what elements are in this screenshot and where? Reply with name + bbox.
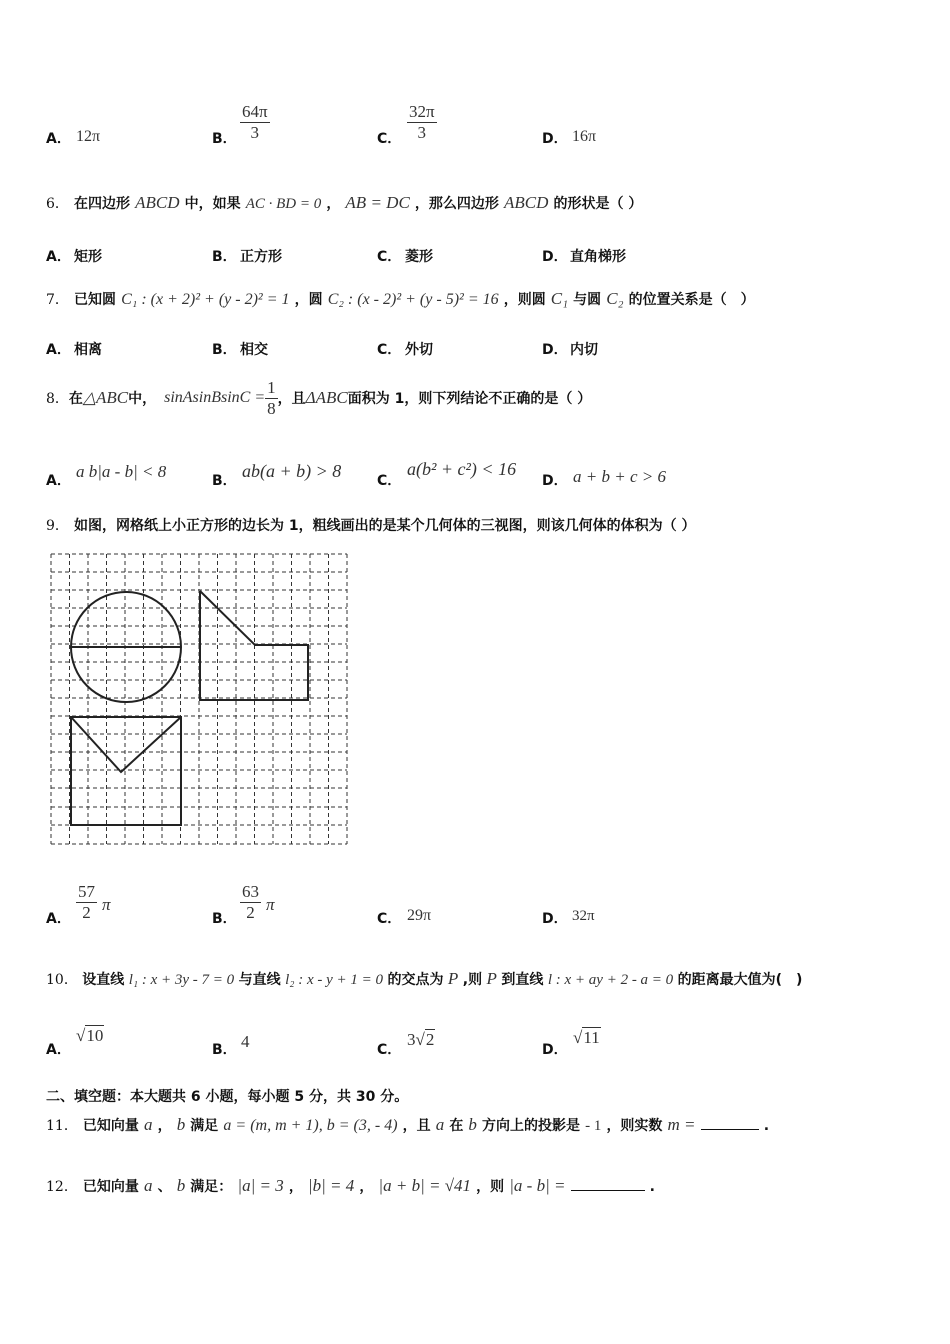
q9-option-a-denominator: 2 [82,903,91,922]
q6-dot-product: AC · BD = 0 [245,196,322,212]
q7-text-3: ，则圆 [503,292,546,308]
q10-text-1: 设直线 [82,972,125,988]
q9-option-a-numerator: 57 [78,882,95,901]
q8-triangle-2: ΔABC [305,388,348,407]
q6-option-c-label: C． [377,249,402,265]
q7-number: 7． [46,292,69,308]
q8-text-3: ，且 [277,391,306,407]
q7-option-d: 内切 [570,342,598,358]
q6-comma: ， [326,196,341,212]
q10-line-1: l₁ : x + 3y - 7 = 0 [128,972,235,988]
q12-norm-b: |b| = 4 [307,1176,355,1195]
q8-option-b-label: B． [212,473,237,489]
section-2-heading: 二、填空题：本大题共 6 小题，每小题 5 分，共 30 分。 [46,1089,409,1105]
question-6 [46,193,642,213]
q10-option-b-label: B． [212,1042,237,1058]
q5-option-c-label: C． [377,131,402,147]
q9-option-b-denominator: 2 [246,903,255,922]
q10-option-c-label: C． [377,1042,402,1058]
q10-point-p: P [447,969,459,988]
q6-option-c: 菱形 [405,249,433,265]
q11-vector-a-2: a [435,1115,445,1134]
q8-option-c-label: C． [377,473,402,489]
q11-end: . [763,1118,770,1134]
q8-fraction-denominator: 8 [267,398,276,418]
q6-option-a: 矩形 [74,249,102,265]
q7-text-2: ，圆 [294,292,323,308]
q10-option-c-root: 3√2 [407,1030,435,1049]
q10-text-6: 的距离最大值为( ) [677,972,803,988]
q10-option-c-coef: 3 [407,1030,416,1049]
q9-option-d: 32π [572,908,595,924]
q6-option-d-label: D． [542,249,568,265]
q7-option-b-label: B． [212,342,237,358]
q12-text-2: 满足： [190,1179,233,1195]
q8-option-b: ab(a + b) > 8 [242,461,342,481]
q5-option-c-numerator: 32π [409,102,435,121]
q7-option-b: 相交 [240,342,268,358]
q9-option-c-label: C． [377,911,402,927]
q7-option-d-label: D． [542,342,568,358]
q11-answer-blank[interactable] [701,1129,759,1130]
q9-option-b-pi: π [266,895,275,914]
q9-option-a-fraction [76,882,97,923]
q8-text-2: 中， [128,391,157,407]
q8-text-1: 在 [68,391,83,407]
q8-option-d-label: D． [542,473,568,489]
q10-option-c: 2 [425,1030,435,1049]
q10-text-2: 与直线 [238,972,281,988]
q7-option-c-label: C． [377,342,402,358]
q6-option-b: 正方形 [240,249,282,265]
q11-text-1: 已知向量 [82,1118,139,1134]
q11-vector-b-2: b [468,1115,477,1134]
q7-c2: C₂ [606,289,624,308]
q10-point-p-2: P [486,969,497,988]
q6-equality: AB = DC [345,193,410,212]
q12-norm-a-minus-b: |a - b| = [509,1176,566,1195]
q10-line-l: l : x + ay + 2 - a = 0 [547,972,674,988]
q9-option-b-fraction [240,882,261,923]
q8-triangle: △ABC [82,388,129,407]
q6-option-a-label: A． [46,249,71,265]
q10-option-d: 11 [583,1028,600,1047]
question-9 [46,515,696,535]
q6-number: 6． [46,196,69,212]
q11-text-6: ，则实数 [606,1118,663,1134]
q12-vector-b: b [176,1176,186,1195]
q11-text-4: 在 [449,1118,464,1134]
q9-option-d-label: D． [542,911,568,927]
q10-option-a-root: √10 [76,1026,104,1045]
q5-option-d-label: D． [542,131,568,147]
q10-text-4: ,则 [462,972,483,988]
question-12 [46,1176,655,1196]
q8-fraction [265,378,278,419]
q6-text-4: 的形状是（ ） [553,196,643,212]
q10-number: 10． [46,972,78,988]
q12-number: 12． [46,1179,78,1195]
q10-option-d-label: D． [542,1042,568,1058]
q10-text-3: 的交点为 [387,972,444,988]
question-7 [46,289,755,309]
q7-circle-1-equation: C₁ : (x + 2)² + (y - 2)² = 1 [121,291,290,308]
q7-option-a-label: A． [46,342,71,358]
q8-option-d: a + b + c > 6 [573,467,666,486]
q11-projection: - 1 [585,1118,602,1134]
q11-vectors-expression: a = (m, m + 1), b = (3, - 4) [223,1117,398,1134]
q8-option-a: a b|a - b| < 8 [76,462,167,481]
q12-norm-a: |a| = 3 [237,1176,284,1195]
q9-number: 9． [46,518,69,534]
q6-text-2: 中，如果 [184,196,241,212]
q5-option-c-denominator: 3 [417,123,427,142]
q12-norm-a-plus-b: |a + b| = √41 [378,1176,472,1195]
q9-front-view [71,592,181,702]
question-11 [46,1115,769,1135]
q7-option-c: 外切 [405,342,433,358]
q8-fraction-numerator: 1 [267,377,276,397]
q10-option-d-root: √11 [573,1028,600,1047]
q11-text-3: ，且 [402,1118,431,1134]
q5-option-b-label: B． [212,131,237,147]
q12-end: . [649,1179,655,1195]
q12-text-1: 已知向量 [82,1179,139,1195]
q10-option-b: 4 [241,1032,250,1051]
q12-comma-2: ， [359,1179,374,1195]
q9-option-a-label: A． [46,911,71,927]
q10-option-a-label: A． [46,1042,71,1058]
q9-text: 如图，网格纸上小正方形的边长为 1，粗线画出的是某个几何体的三视图，则该几何体的体积为（ ） [74,518,696,534]
q12-comma-1: ， [288,1179,303,1195]
q5-option-b-numerator: 64π [242,102,268,121]
q11-vector-b: b [176,1115,186,1134]
q8-option-a-label: A． [46,473,71,489]
q6-abcd: ABCD [135,193,180,212]
q11-text-2: 满足 [190,1118,219,1134]
q9-option-b-label: B． [212,911,237,927]
q7-text-4: 与圆 [573,292,602,308]
question-8 [46,375,591,421]
q8-text-4: 面积为 1，则下列结论不正确的是（ ） [347,391,592,407]
question-10 [46,969,802,989]
q8-sin-product: sinAsinBsinC = [164,389,266,406]
q11-number: 11． [46,1118,78,1134]
q5-option-a-label: A． [46,131,71,147]
q11-comma: ， [157,1118,172,1134]
q5-option-a-value: 12π [76,128,101,145]
q6-text-3: ，那么四边形 [414,196,499,212]
q9-option-b-numerator: 63 [242,882,259,901]
q7-circle-2-equation: C₂ : (x - 2)² + (y - 5)² = 16 [327,291,499,308]
q6-option-d: 直角梯形 [570,249,626,265]
q11-vector-a: a [144,1115,153,1134]
q5-option-b-denominator: 3 [250,123,260,142]
q12-text-3: ，则 [476,1179,505,1195]
q8-option-c: a(b² + c²) < 16 [407,459,517,479]
q10-line-2: l₂ : x - y + 1 = 0 [285,972,384,988]
q12-separator: 、 [157,1179,172,1195]
q12-vector-a: a [144,1176,153,1195]
q5-option-b-fraction [240,102,270,143]
q8-number: 8． [46,391,69,407]
q5-option-c-fraction [407,102,437,143]
q7-text-5: 的位置关系是（ ） [628,292,755,308]
q11-m-equals: m = [667,1115,696,1134]
q7-option-a: 相离 [74,342,102,358]
q7-c1: C₁ [550,289,569,308]
q6-abcd-2: ABCD [503,193,549,212]
q10-option-a: 10 [86,1026,104,1045]
q9-option-a-pi: π [102,895,111,914]
q6-option-b-label: B． [212,249,237,265]
q11-text-5: 方向上的投影是 [482,1118,580,1134]
q12-answer-blank[interactable] [571,1190,645,1191]
q9-option-c: 29π [407,907,432,924]
q6-text-1: 在四边形 [74,196,131,212]
q7-text-1: 已知圆 [74,292,117,308]
q10-text-5: 到直线 [501,972,544,988]
q5-option-d-value: 16π [572,128,597,145]
q9-three-view-figure [48,551,350,847]
